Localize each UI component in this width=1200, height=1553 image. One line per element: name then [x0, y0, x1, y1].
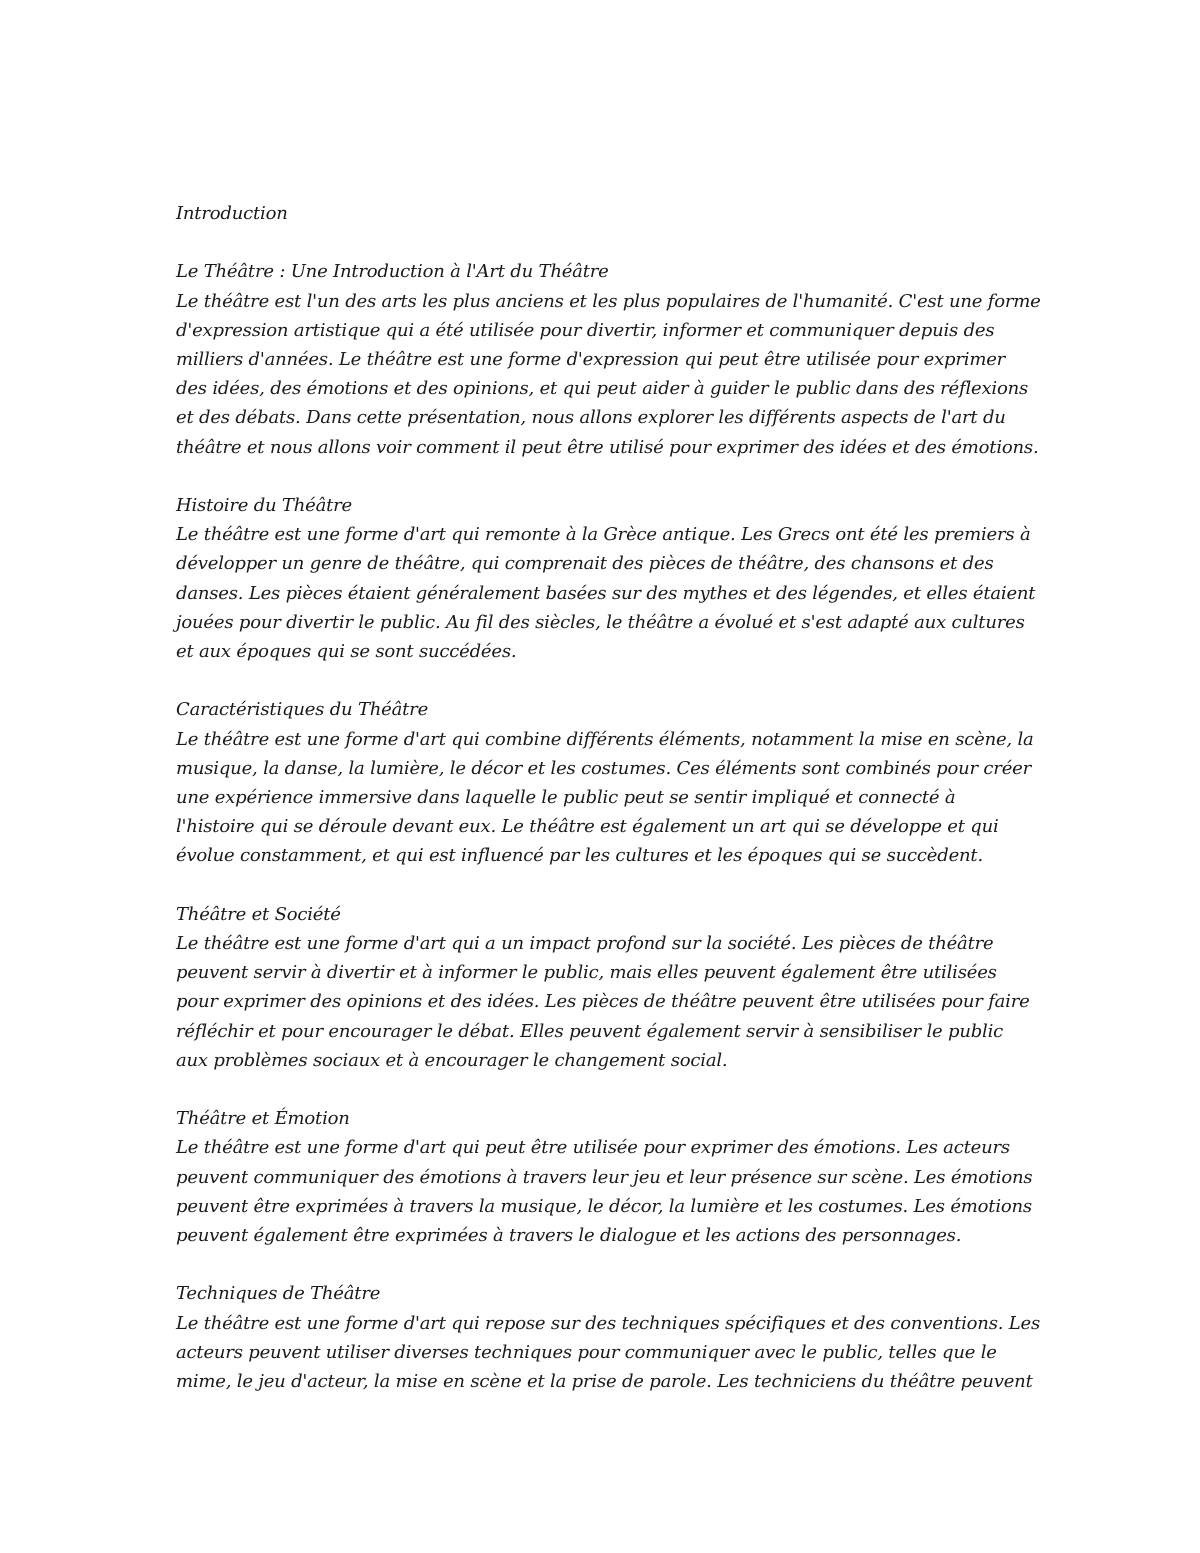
spacer: [176, 462, 1036, 491]
section-title: Caractéristiques du Théâtre: [176, 699, 429, 721]
document-page: [176, 199, 1041, 1396]
section-caracteristiques: [176, 695, 1036, 870]
paragraph-line: Le théâtre est une forme d'art qui a un impact profond sur la société. Les pièces de théâtre: [176, 933, 994, 955]
paragraph-line: et aux époques qui se sont succédées.: [176, 641, 517, 663]
paragraph-line: théâtre et nous allons voir comment il peut être utilisé pour exprimer des idées et des émotions.: [176, 436, 1039, 458]
section-introduction: [176, 257, 1041, 461]
section-title: Histoire du Théâtre: [176, 495, 353, 516]
paragraph-line: milliers d'années. Le théâtre est une forme d'expression qui peut être utilisée pour exprimer: [176, 349, 1006, 370]
paragraph-line: pour exprimer des opinions et des idées. Les pièces de théâtre peuvent être utilisées pour faire: [176, 991, 1030, 1013]
spacer: [176, 1075, 1036, 1104]
paragraph-line: acteurs peuvent utiliser diverses techniques pour communiquer avec le public, telles que le: [176, 1341, 997, 1363]
paragraph-line: mime, le jeu d'acteur, la mise en scène et la prise de parole. Les techniciens du théâtre peuvent: [176, 1371, 1033, 1393]
paragraph-line: jouées pour divertir le public. Au fil des siècles, le théâtre a évolué et s'est adapté aux cultures: [176, 611, 1025, 633]
paragraph-line: danses. Les pièces étaient généralement basées sur des mythes et des légendes, et elles étaient: [176, 582, 1036, 604]
section-title: Techniques de Théâtre: [176, 1283, 381, 1305]
paragraph-line: Le théâtre est l'un des arts les plus anciens et les plus populaires de l'humanité. C'est une forme: [176, 290, 1041, 312]
spacer: [176, 228, 1036, 257]
paragraph-line: développer un genre de théâtre, qui comprenait des pièces de théâtre, des chansons et des: [176, 553, 994, 575]
paragraph-line: Le théâtre est une forme d'art qui peut être utilisée pour exprimer des émotions. Les acteurs: [176, 1137, 1010, 1159]
spacer: [176, 871, 1036, 900]
paragraph-line: des idées, des émotions et des opinions, et qui peut aider à guider le public dans des réflexions: [176, 378, 1029, 400]
paragraph-line: d'expression artistique qui a été utilisée pour divertir, informer et communiquer depuis des: [176, 319, 995, 341]
paragraph-line: et des débats. Dans cette présentation, nous allons explorer les différents aspects de l'art du: [176, 407, 1006, 429]
paragraph-line: peuvent être exprimées à travers la musique, le décor, la lumière et les costumes. Les émotions: [176, 1195, 1032, 1217]
paragraph-line: Le théâtre est une forme d'art qui combine différents éléments, notamment la mise en scène, la: [176, 728, 1034, 750]
paragraph-line: peuvent communiquer des émotions à travers leur jeu et leur présence sur scène. Les émotions: [176, 1166, 1033, 1188]
section-title: Théâtre et Société: [176, 903, 341, 925]
paragraph-line: évolue constamment, et qui est influencé par les cultures et les époques qui se succèdent.: [176, 845, 983, 867]
spacer: [176, 666, 1036, 695]
intro-heading: Introduction: [176, 203, 288, 224]
section-emotion: [176, 1104, 1036, 1250]
paragraph-line: Le théâtre est une forme d'art qui remonte à la Grèce antique. Les Grecs ont été les premiers à: [176, 524, 1031, 546]
section-histoire: [176, 491, 1036, 666]
spacer: [176, 1250, 1036, 1279]
paragraph-line: l'histoire qui se déroule devant eux. Le théâtre est également un art qui se développe et qui: [176, 816, 999, 838]
paragraph-line: une expérience immersive dans laquelle le public peut se sentir impliqué et connecté à: [176, 787, 956, 809]
paragraph-line: peuvent servir à divertir et à informer le public, mais elles peuvent également être utilisées: [176, 962, 997, 984]
paragraph-line: aux problèmes sociaux et à encourager le changement social.: [176, 1049, 728, 1071]
paragraph-line: musique, la danse, la lumière, le décor et les costumes. Ces éléments sont combinés pour créer: [176, 757, 1032, 779]
paragraph-line: réfléchir et pour encourager le débat. Elles peuvent également servir à sensibiliser le public: [176, 1020, 1004, 1042]
paragraph-line: Le théâtre est une forme d'art qui repose sur des techniques spécifiques et des conventions. Les: [176, 1312, 1041, 1334]
section-title: Théâtre et Émotion: [176, 1108, 350, 1130]
section-title: Le Théâtre : Une Introduction à l'Art du Théâtre: [176, 261, 609, 283]
paragraph-line: peuvent également être exprimées à travers le dialogue et les actions des personnages.: [176, 1225, 962, 1247]
section-techniques: [176, 1279, 1041, 1396]
section-societe: [176, 900, 1036, 1075]
